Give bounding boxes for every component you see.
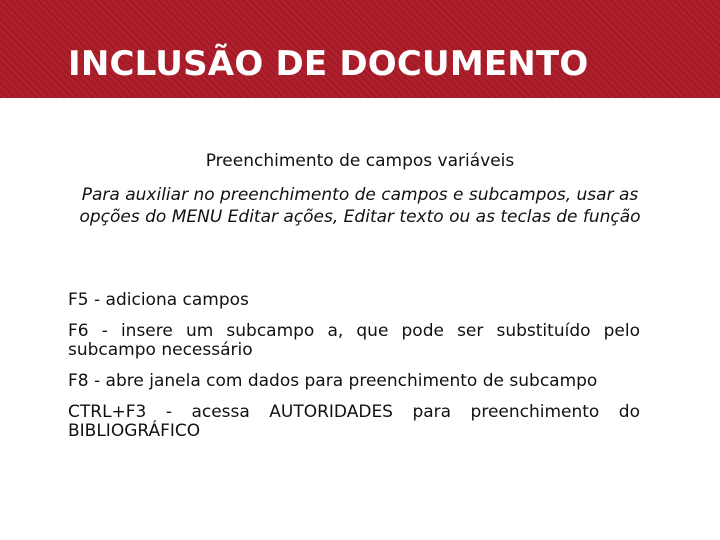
shortcut-item-f8: F8 - abre janela com dados para preenchimento de subcampo <box>68 371 598 391</box>
intro-paragraph: Para auxiliar no preenchimento de campos e subcampos, usar as opções do MENU Editar ações, Editar texto ou as teclas de função <box>79 185 641 227</box>
shortcut-item-f5: F5 - adiciona campos <box>68 290 249 310</box>
title-banner <box>0 0 720 98</box>
slide-title: INCLUSÃO DE DOCUMENTO <box>68 44 589 84</box>
shortcut-item-ctrl-f3: CTRL+F3 - acessa AUTORIDADES para preenchimento do BIBLIOGRÁFICO <box>68 402 640 441</box>
slide-subtitle: Preenchimento de campos variáveis <box>205 151 515 171</box>
shortcut-item-f6: F6 - insere um subcampo a, que pode ser substituído pelo subcampo necessário <box>68 321 640 360</box>
shortcut-list <box>68 291 640 453</box>
